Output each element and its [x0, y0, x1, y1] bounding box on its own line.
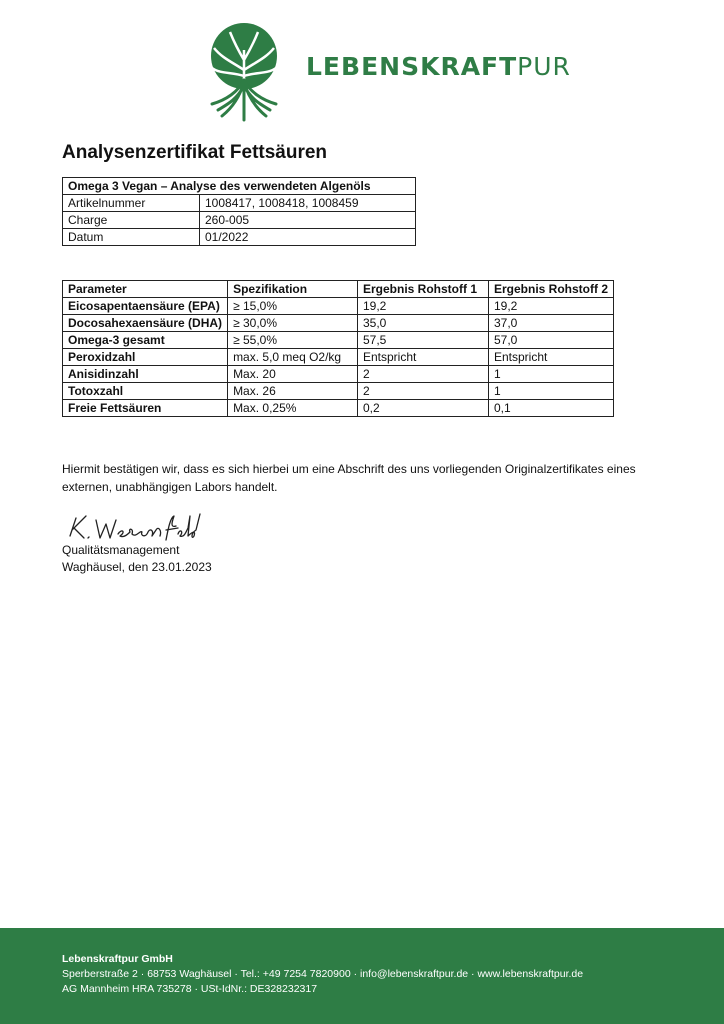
table-cell: 1008417, 1008418, 1008459 — [200, 195, 416, 212]
table-cell: Max. 26 — [228, 383, 358, 400]
table-cell: Entspricht — [488, 349, 613, 366]
signer-place-date: Waghäusel, den 23.01.2023 — [62, 560, 212, 574]
table-cell: ≥ 30,0% — [228, 315, 358, 332]
table-cell: Anisidinzahl — [63, 366, 228, 383]
table-row — [63, 332, 614, 349]
table-cell: Charge — [63, 212, 200, 229]
brand-name: LEBENSKRAFTPUR — [306, 52, 571, 81]
page-title: Analysenzertifikat Fettsäuren — [62, 142, 328, 163]
table-cell: ≥ 15,0% — [228, 298, 358, 315]
table-row — [63, 366, 614, 383]
table-row — [63, 195, 416, 212]
signer-role: Qualitätsmanagement — [62, 543, 180, 557]
column-header: Ergebnis Rohstoff 2 — [488, 281, 613, 298]
table-cell: 2 — [358, 366, 489, 383]
table-cell: max. 5,0 meq O2/kg — [228, 349, 358, 366]
table-cell: Datum — [63, 229, 200, 246]
table-cell: Entspricht — [358, 349, 489, 366]
handwritten-signature — [62, 510, 202, 544]
confirmation-statement: Hiermit bestätigen wir, dass es sich hierbei um eine Abschrift des uns vorliegenden Originalzertifikates eines externen, unabhängigen Labors handelt. — [62, 462, 636, 494]
table-cell: 57,5 — [358, 332, 489, 349]
table-cell: 57,0 — [488, 332, 613, 349]
product-info-table — [62, 177, 416, 246]
table-cell: Max. 20 — [228, 366, 358, 383]
table-row — [63, 212, 416, 229]
footer-register: AG Mannheim HRA 735278 · USt-IdNr.: DE328232317 — [62, 983, 318, 995]
table-row — [63, 400, 614, 417]
table-row — [63, 229, 416, 246]
table-cell: 37,0 — [488, 315, 613, 332]
table-cell: 0,1 — [488, 400, 613, 417]
table-cell: 0,2 — [358, 400, 489, 417]
table-cell: ≥ 55,0% — [228, 332, 358, 349]
tree-logo-icon — [192, 20, 296, 124]
table-row — [63, 315, 614, 332]
table-cell: 1 — [488, 366, 613, 383]
page-footer — [0, 928, 724, 1024]
table-row — [63, 178, 416, 195]
table-cell: 2 — [358, 383, 489, 400]
table-cell: Artikelnummer — [63, 195, 200, 212]
column-header: Parameter — [63, 281, 228, 298]
table-cell: Totoxzahl — [63, 383, 228, 400]
page-header — [0, 0, 724, 120]
table-row — [63, 349, 614, 366]
analysis-table — [62, 280, 614, 417]
table-cell: Peroxidzahl — [63, 349, 228, 366]
column-header: Ergebnis Rohstoff 1 — [358, 281, 489, 298]
table-cell: Freie Fettsäuren — [63, 400, 228, 417]
table-cell: 19,2 — [358, 298, 489, 315]
table-cell: Eicosapentaensäure (EPA) — [63, 298, 228, 315]
table-cell: 35,0 — [358, 315, 489, 332]
footer-address: Sperberstraße 2 · 68753 Waghäusel · Tel.: +49 7254 7820900 · info@lebenskraftpur.de · www.lebenskraftpur.de — [62, 968, 584, 980]
table-header-row — [63, 281, 614, 298]
table-cell: Max. 0,25% — [228, 400, 358, 417]
table-row — [63, 383, 614, 400]
table-cell: 1 — [488, 383, 613, 400]
table-cell: 01/2022 — [200, 229, 416, 246]
table-cell: Omega-3 gesamt — [63, 332, 228, 349]
table-cell: Docosahexaensäure (DHA) — [63, 315, 228, 332]
table-row — [63, 298, 614, 315]
table-cell: 19,2 — [488, 298, 613, 315]
product-heading: Omega 3 Vegan – Analyse des verwendeten Algenöls — [63, 178, 416, 195]
footer-company: Lebenskraftpur GmbH — [62, 953, 173, 965]
table-cell: 260-005 — [200, 212, 416, 229]
column-header: Spezifikation — [228, 281, 358, 298]
